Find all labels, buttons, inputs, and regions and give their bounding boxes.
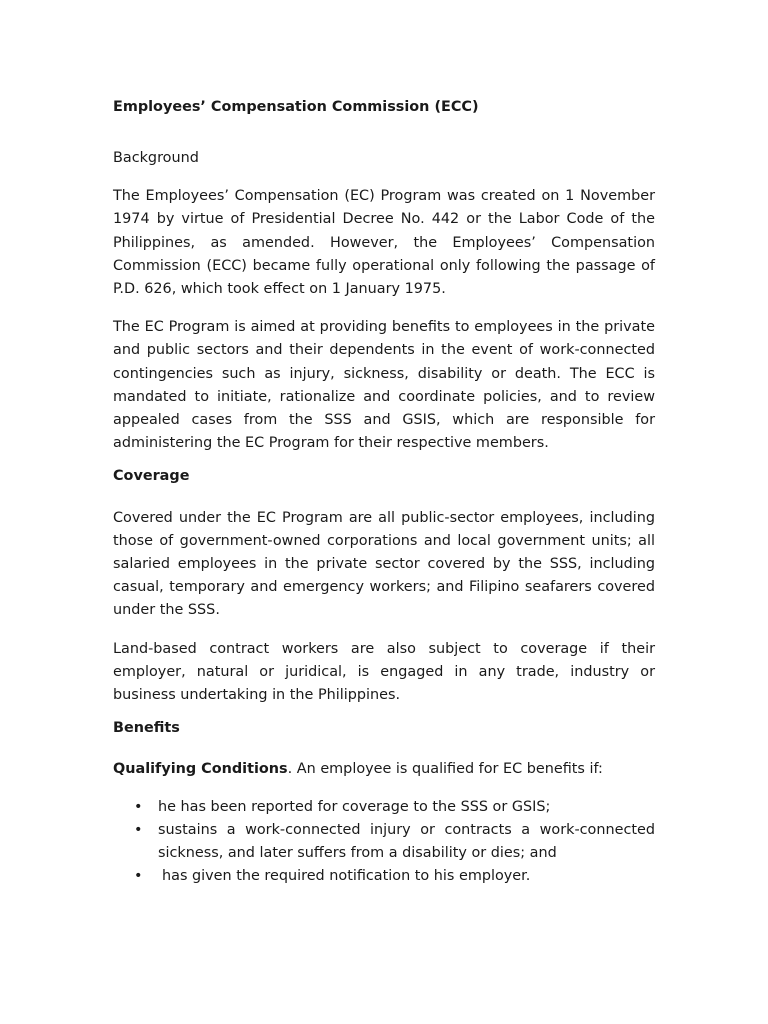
benefits-heading: Benefits [113,720,180,737]
list-item [113,819,655,865]
paragraph-program-aim: The EC Program is aimed at providing benefits to employees in the private and public sectors and their dependents in the event of work-connected contingencies such as injury, sickness, disability or death. The ECC is mandated to initiate, rationalize and coordinate policies, and to review appealed cases from the SSS and GSIS, which are responsible for administering the EC Program for their respective members. [113,319,655,452]
condition-text: he has been reported for coverage to the SSS or GSIS; [158,798,551,815]
paragraph-coverage: Covered under the EC Program are all public-sector employees, including those of government-owned corporations and local government units; all salaried employees in the private sector covered by the SSS, including casual, temporary and emergency workers; and Filipino seafarers covered under the SSS. [113,509,655,619]
condition-text: sustains a work-connected injury or contracts a work-connected sickness, and later suffers from a disability or dies; and [158,821,655,862]
paragraph-program-creation: The Employees’ Compensation (EC) Program was created on 1 November 1974 by virtue of Presidential Decree No. 442 or the Labor Code of the Philippines, as amended. However, the Employees’ Compensation Commission (ECC) became fully operational only following the passage of P.D. 626, which took effect on 1 January 1975. [113,188,655,298]
bullet-icon: • [134,868,143,885]
bullet-icon: • [134,798,143,815]
paragraph-land-based-workers: Land-based contract workers are also subject to coverage if their employer, natural or juridical, is engaged in any trade, industry or business undertaking in the Philippines. [113,640,655,704]
qualifying-conditions-label: Qualifying Conditions [113,761,288,778]
background-label: Background [113,150,199,166]
document-page [113,96,655,888]
coverage-heading: Coverage [113,468,190,485]
qualifying-conditions [113,758,655,781]
condition-text: has given the required notification to his employer. [162,868,531,885]
bullet-icon: • [134,821,143,838]
conditions-list [113,796,655,889]
list-item [113,865,655,888]
list-item [113,796,655,819]
document-title: Employees’ Compensation Commission (ECC) [113,99,479,115]
qualifying-conditions-text: . An employee is qualified for EC benefits if: [287,761,603,778]
